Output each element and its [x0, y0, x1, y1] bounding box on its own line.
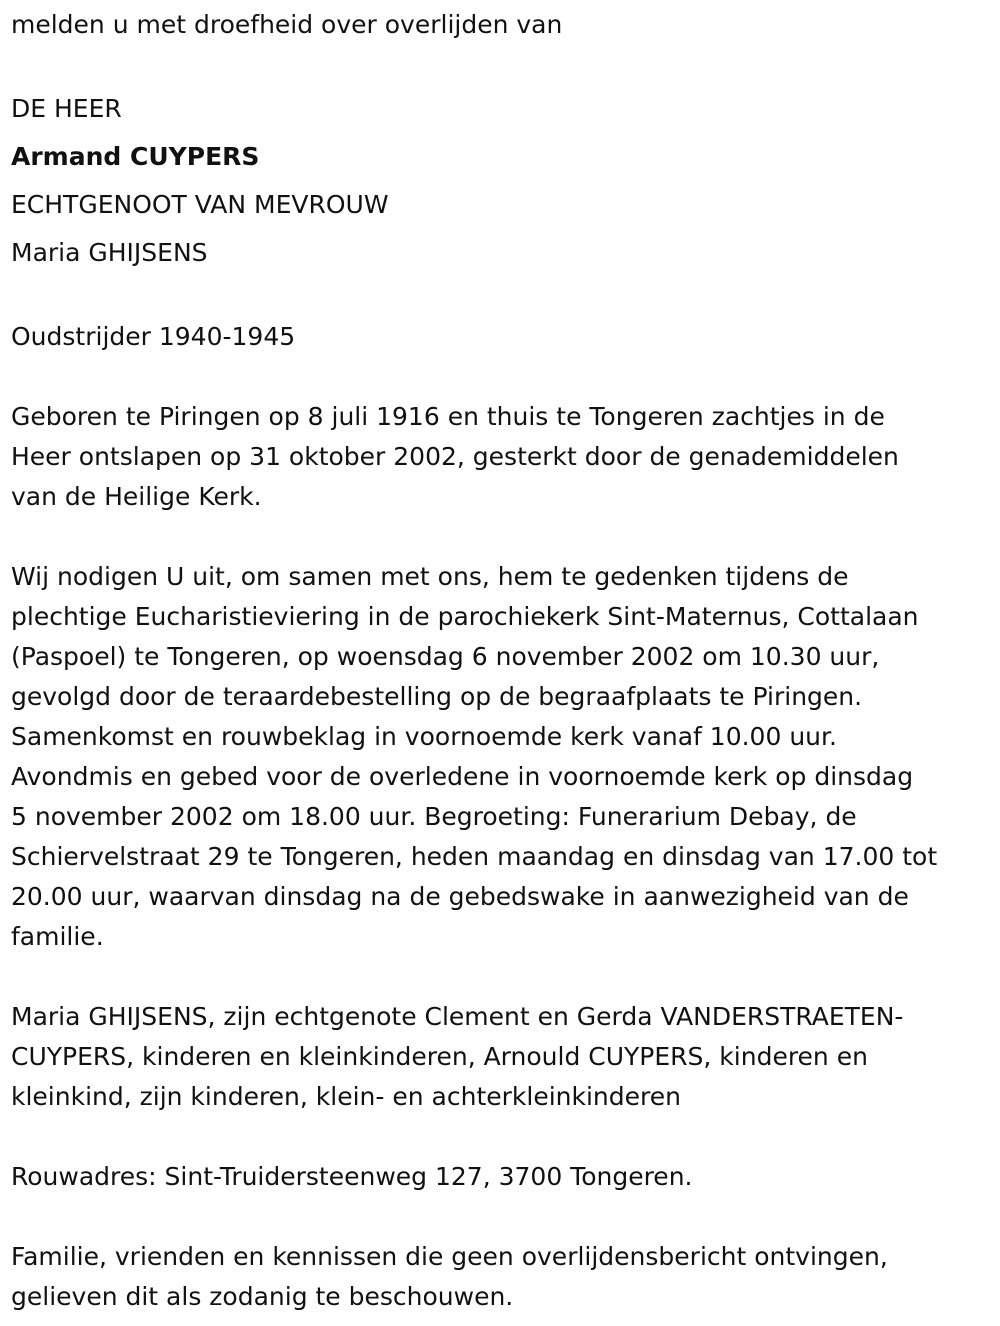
spacer [11, 45, 996, 85]
family-paragraph [11, 997, 996, 1117]
deceased-block [11, 85, 996, 277]
paragraph-line: kleinkind, zijn kinderen, klein- en achterkleinkinderen [11, 1082, 681, 1111]
paragraph-line: Wij nodigen U uit, om samen met ons, hem te gedenken tijdens de [11, 562, 849, 591]
paragraph-line: (Paspoel) te Tongeren, op woensdag 6 november 2002 om 10.30 uur, [11, 642, 880, 671]
paragraph-line: Geboren te Piringen op 8 juli 1916 en thuis te Tongeren zachtjes in de [11, 402, 885, 431]
paragraph-line: Heer ontslapen op 31 oktober 2002, gesterkt door de genademiddelen [11, 442, 899, 471]
intro-text: melden u met droefheid over overlijden van [11, 10, 563, 39]
ceremony-paragraph [11, 557, 996, 957]
obituary-notice [11, 5, 996, 1317]
spouse-name: Maria GHIJSENS [11, 238, 208, 267]
spacer [11, 517, 996, 557]
spouse-label: ECHTGENOOT VAN MEVROUW [11, 190, 389, 219]
paragraph-line: Maria GHIJSENS, zijn echtgenote Clement en Gerda VANDERSTRAETEN- [11, 1002, 904, 1031]
veteran-note: Oudstrijder 1940-1945 [11, 322, 296, 351]
spacer [11, 1117, 996, 1157]
paragraph-line: plechtige Eucharistieviering in de parochiekerk Sint-Maternus, Cottalaan [11, 602, 919, 631]
spacer [11, 1197, 996, 1237]
paragraph-line: CUYPERS, kinderen en kleinkinderen, Arnould CUYPERS, kinderen en [11, 1042, 868, 1071]
paragraph-line: Familie, vrienden en kennissen die geen overlijdensbericht ontvingen, [11, 1242, 888, 1271]
spacer [11, 357, 996, 397]
paragraph-line: 20.00 uur, waarvan dinsdag na de gebedswake in aanwezigheid van de [11, 882, 909, 911]
spacer [11, 277, 996, 317]
paragraph-line: Schiervelstraat 29 te Tongeren, heden maandag en dinsdag van 17.00 tot [11, 842, 938, 871]
birth-death-paragraph [11, 397, 996, 517]
paragraph-line: gelieven dit als zodanig te beschouwen. [11, 1282, 514, 1311]
deceased-title: DE HEER [11, 94, 122, 123]
mourning-address: Rouwadres: Sint-Truidersteenweg 127, 3700 Tongeren. [11, 1162, 693, 1191]
paragraph-line: Samenkomst en rouwbeklag in voornoemde kerk vanaf 10.00 uur. [11, 722, 837, 751]
deceased-name: Armand CUYPERS [11, 142, 260, 171]
paragraph-line: 5 november 2002 om 18.00 uur. Begroeting: Funerarium Debay, de [11, 802, 857, 831]
paragraph-line: Avondmis en gebed voor de overledene in voornoemde kerk op dinsdag [11, 762, 914, 791]
paragraph-line: familie. [11, 922, 104, 951]
spacer [11, 957, 996, 997]
paragraph-line: van de Heilige Kerk. [11, 482, 262, 511]
closing-paragraph [11, 1237, 996, 1317]
paragraph-line: gevolgd door de teraardebestelling op de begraafplaats te Piringen. [11, 682, 863, 711]
